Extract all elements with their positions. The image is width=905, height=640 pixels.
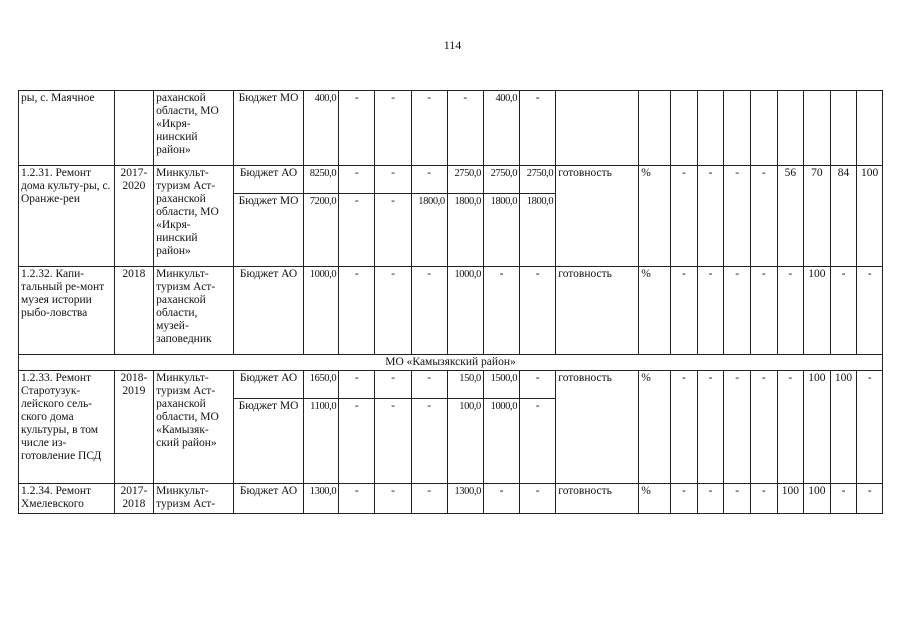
amount-total: 8250,0 [304, 166, 339, 194]
amount-year: - [520, 267, 556, 355]
amount-year: - [339, 484, 375, 514]
amount-year: - [375, 484, 411, 514]
unit: % [639, 371, 671, 484]
target: - [697, 267, 724, 355]
budget-source: Бюджет АО [233, 166, 303, 194]
amount-year: - [483, 484, 519, 514]
amount-total: 7200,0 [304, 194, 339, 267]
target: - [697, 484, 724, 514]
period: 2018 [114, 267, 153, 355]
target [724, 91, 751, 166]
amount-year: - [411, 267, 447, 355]
target [857, 91, 883, 166]
amount-year: - [520, 484, 556, 514]
target [671, 91, 698, 166]
target: - [724, 166, 751, 267]
amount-year: - [520, 371, 556, 399]
amount-year: 100,0 [447, 399, 483, 484]
executor: Минкульт-туризм Аст-раханской области, МО «Камызяк-ский район» [154, 371, 234, 484]
target: - [777, 267, 804, 355]
amount-year: 2750,0 [483, 166, 519, 194]
target: 100 [830, 371, 857, 484]
indicator: готовность [556, 267, 639, 355]
target: - [671, 371, 698, 484]
amount-year: 150,0 [447, 371, 483, 399]
indicator: готовность [556, 484, 639, 514]
indicator [556, 91, 639, 166]
amount-year: - [339, 194, 375, 267]
program-table [18, 90, 883, 514]
amount-year: 400,0 [483, 91, 519, 166]
amount-year: 2750,0 [520, 166, 556, 194]
amount-year: - [411, 371, 447, 399]
table-row [19, 371, 883, 399]
amount-year: 1800,0 [520, 194, 556, 267]
unit: % [639, 267, 671, 355]
unit [639, 91, 671, 166]
target: 100 [804, 371, 831, 484]
amount-year: - [375, 399, 411, 484]
amount-total: 1300,0 [304, 484, 339, 514]
indicator: готовность [556, 166, 639, 267]
budget-source: Бюджет МО [233, 91, 303, 166]
executor: Минкульт-туризм Аст-раханской области, МО «Икря-нинский район» [154, 166, 234, 267]
target: - [750, 371, 777, 484]
target: 100 [857, 166, 883, 267]
budget-source: Бюджет АО [233, 267, 303, 355]
amount-year: - [339, 166, 375, 194]
target: - [857, 371, 883, 484]
amount-year: 1500,0 [483, 371, 519, 399]
section-row [19, 355, 883, 371]
amount-year: 1000,0 [447, 267, 483, 355]
activity-name: 1.2.31. Ремонт дома культу-ры, с. Оранже-реи [19, 166, 115, 267]
amount-year: - [520, 399, 556, 484]
executor: Минкульт-туризм Аст-раханской области, музей-заповедник [154, 267, 234, 355]
table-row [19, 91, 883, 166]
amount-year: 2750,0 [447, 166, 483, 194]
indicator: готовность [556, 371, 639, 484]
amount-year: - [339, 267, 375, 355]
amount-year: - [411, 91, 447, 166]
target [830, 91, 857, 166]
budget-source: Бюджет МО [233, 194, 303, 267]
page-number: 114 [443, 38, 462, 52]
budget-source: Бюджет АО [233, 371, 303, 399]
target: - [857, 484, 883, 514]
unit: % [639, 166, 671, 267]
target: - [857, 267, 883, 355]
target: - [724, 371, 751, 484]
period: 2017-2018 [114, 484, 153, 514]
section-title: МО «Камызякский район» [19, 355, 883, 371]
target [750, 91, 777, 166]
table-row [19, 267, 883, 355]
amount-year: - [375, 371, 411, 399]
amount-year: - [447, 91, 483, 166]
activity-name: 1.2.34. Ремонт Хмелевского [19, 484, 115, 514]
unit: % [639, 484, 671, 514]
amount-year: 1800,0 [447, 194, 483, 267]
period: 2018-2019 [114, 371, 153, 484]
target: - [830, 484, 857, 514]
amount-year: - [411, 399, 447, 484]
table-row [19, 166, 883, 194]
activity-name: ры, с. Маячное [19, 91, 115, 166]
amount-year: - [375, 166, 411, 194]
amount-year: - [339, 91, 375, 166]
target: - [830, 267, 857, 355]
budget-source: Бюджет МО [233, 399, 303, 484]
amount-year: - [375, 91, 411, 166]
activity-name: 1.2.32. Капи-тальный ре-монт музея истории рыбо-ловства [19, 267, 115, 355]
amount-year: - [375, 194, 411, 267]
target: 100 [804, 267, 831, 355]
budget-source: Бюджет АО [233, 484, 303, 514]
period [114, 91, 153, 166]
amount-year: 1800,0 [483, 194, 519, 267]
period: 2017-2020 [114, 166, 153, 267]
target: - [750, 484, 777, 514]
target: - [724, 484, 751, 514]
amount-year: - [411, 166, 447, 194]
target: - [724, 267, 751, 355]
executor: раханской области, МО «Икря-нинский район» [154, 91, 234, 166]
table-row [19, 484, 883, 514]
amount-year: - [375, 267, 411, 355]
executor: Минкульт-туризм Аст- [154, 484, 234, 514]
target: 84 [830, 166, 857, 267]
amount-year: 1800,0 [411, 194, 447, 267]
target: - [697, 166, 724, 267]
amount-total: 1100,0 [304, 399, 339, 484]
target: 70 [804, 166, 831, 267]
target: 56 [777, 166, 804, 267]
amount-year: - [339, 371, 375, 399]
amount-year: 1000,0 [483, 399, 519, 484]
target [697, 91, 724, 166]
amount-year: - [411, 484, 447, 514]
target: - [777, 371, 804, 484]
amount-total: 1650,0 [304, 371, 339, 399]
target [804, 91, 831, 166]
target: - [671, 166, 698, 267]
amount-total: 400,0 [304, 91, 339, 166]
amount-year: - [520, 91, 556, 166]
amount-year: 1300,0 [447, 484, 483, 514]
target: - [671, 484, 698, 514]
activity-name: 1.2.33. Ремонт Старотузук-лейского сель-ского дома культуры, в том числе из-готовление ПСД [19, 371, 115, 484]
amount-year: - [483, 267, 519, 355]
target: 100 [804, 484, 831, 514]
target: 100 [777, 484, 804, 514]
target: - [697, 371, 724, 484]
amount-total: 1000,0 [304, 267, 339, 355]
target: - [750, 166, 777, 267]
target [777, 91, 804, 166]
target: - [750, 267, 777, 355]
target: - [671, 267, 698, 355]
amount-year: - [339, 399, 375, 484]
